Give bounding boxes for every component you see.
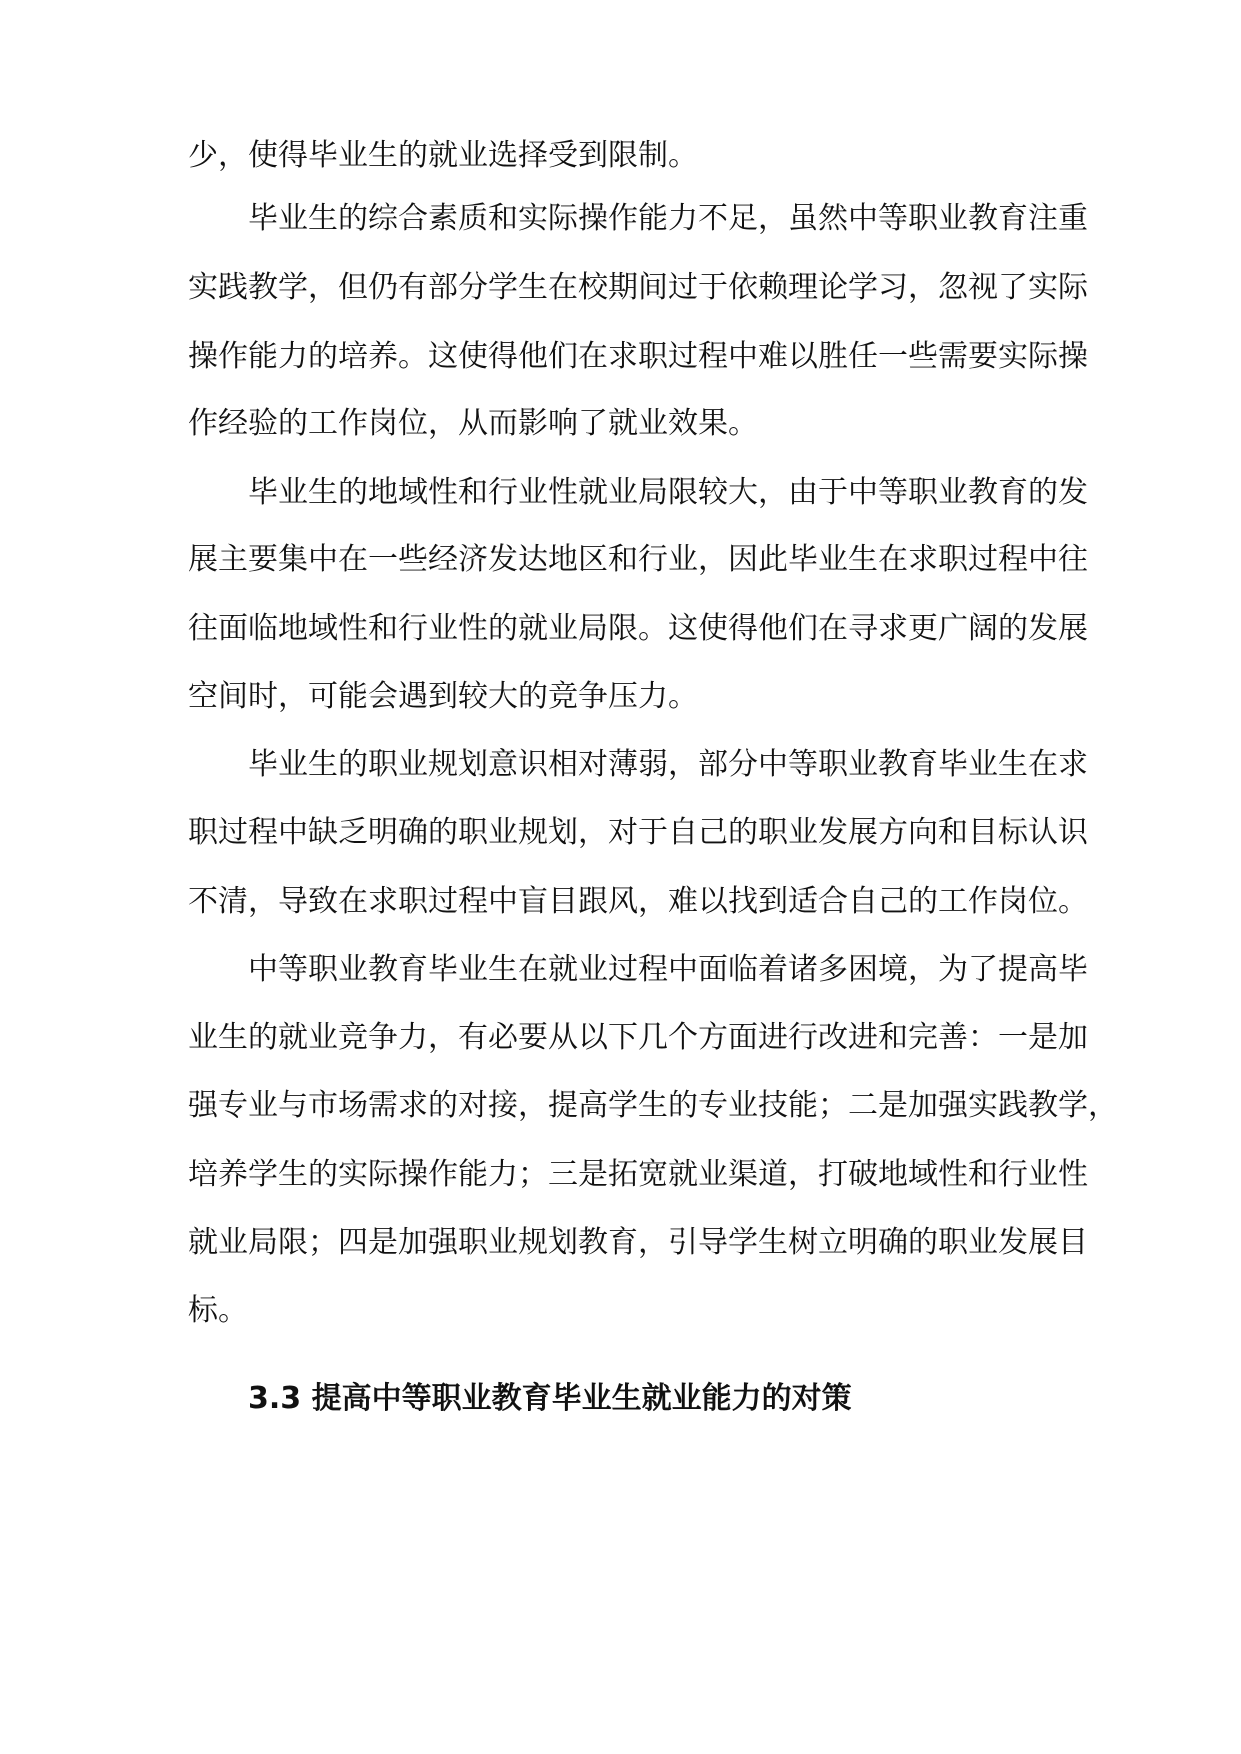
text-line: 就业局限；四是加强职业规划教育，引导学生树立明确的职业发展目 — [188, 1225, 1088, 1260]
text-line: 毕业生的综合素质和实际操作能力不足，虽然中等职业教育注重 — [248, 201, 1088, 236]
text-line: 空间时，可能会遇到较大的竞争压力。 — [188, 679, 698, 714]
text-line: 业生的就业竞争力，有必要从以下几个方面进行改进和完善：一是加 — [188, 1020, 1088, 1055]
text-line: 实践教学，但仍有部分学生在校期间过于依赖理论学习，忽视了实际 — [188, 270, 1088, 305]
text-line: 不清，导致在求职过程中盲目跟风，难以找到适合自己的工作岗位。 — [188, 884, 1088, 919]
text-line: 作经验的工作岗位，从而影响了就业效果。 — [188, 406, 758, 441]
text-line: 标。 — [188, 1293, 248, 1328]
text-line: 展主要集中在一些经济发达地区和行业，因此毕业生在求职过程中往 — [188, 542, 1088, 577]
text-line: 操作能力的培养。这使得他们在求职过程中难以胜任一些需要实际操 — [188, 339, 1088, 374]
text-line: 职过程中缺乏明确的职业规划，对于自己的职业发展方向和目标认识 — [188, 815, 1088, 850]
text-line: 中等职业教育毕业生在就业过程中面临着诸多困境，为了提高毕 — [248, 952, 1088, 987]
text-line: 强专业与市场需求的对接，提高学生的专业技能；二是加强实践教学， — [188, 1088, 1118, 1123]
text-line: 毕业生的地域性和行业性就业局限较大，由于中等职业教育的发 — [248, 475, 1088, 510]
text-line: 毕业生的职业规划意识相对薄弱，部分中等职业教育毕业生在求 — [248, 747, 1088, 782]
text-line: 培养学生的实际操作能力；三是拓宽就业渠道，打破地域性和行业性 — [188, 1157, 1088, 1192]
section-heading: 3.3 提高中等职业教育毕业生就业能力的对策 — [248, 1381, 852, 1416]
text-line: 少，使得毕业生的就业选择受到限制。 — [188, 138, 698, 173]
text-line: 往面临地域性和行业性的就业局限。这使得他们在寻求更广阔的发展 — [188, 611, 1088, 646]
